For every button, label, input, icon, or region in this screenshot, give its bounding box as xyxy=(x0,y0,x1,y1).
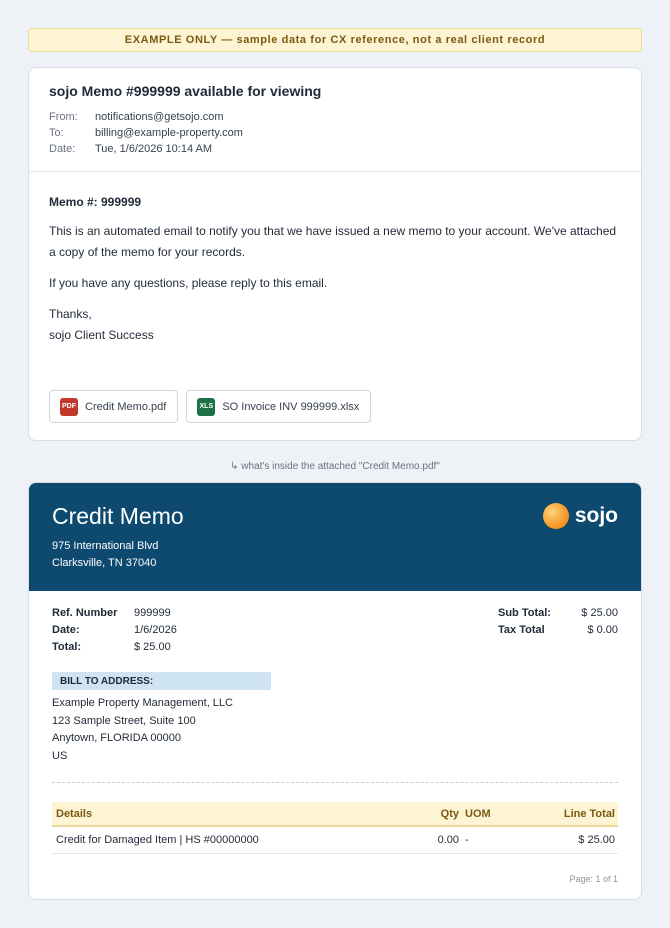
attachment-caption: ↳ what's inside the attached "Credit Memo.pdf" xyxy=(230,461,440,472)
col-line-total: Line Total xyxy=(563,807,615,820)
attachment-name: SO Invoice INV 999999.xlsx xyxy=(222,400,360,413)
total-value: $ 0.00 xyxy=(587,624,618,636)
email-to-row xyxy=(49,125,621,141)
email-paragraph-2: If you have any questions, please reply to this email. xyxy=(49,276,328,290)
to-value: billing@example-property.com xyxy=(95,127,243,139)
memo-number: Memo #: 999999 xyxy=(49,195,142,209)
email-body xyxy=(29,172,641,346)
email-signature: sojo Client Success xyxy=(49,328,154,342)
totals-block xyxy=(498,605,618,639)
email-card xyxy=(28,67,642,441)
email-subject: sojo Memo #999999 available for viewing xyxy=(49,83,322,99)
total-label: Tax Total xyxy=(498,624,545,636)
bill-to-address xyxy=(52,695,233,765)
date-value: Tue, 1/6/2026 10:14 AM xyxy=(95,143,213,155)
ref-label: Ref. Number xyxy=(52,607,118,619)
company-address-line2: Clarksville, TN 37040 xyxy=(52,557,157,569)
date-label: Date: xyxy=(49,143,76,155)
from-value: notifications@getsojo.com xyxy=(95,111,224,123)
email-signoff: Thanks, xyxy=(49,307,92,321)
email-date-row xyxy=(49,141,621,157)
reference-block xyxy=(52,605,177,656)
page-number: Page: 1 of 1 xyxy=(569,874,618,884)
total-value: $ 25.00 xyxy=(581,607,618,619)
cell-uom: - xyxy=(465,834,469,846)
email-paragraph-1: This is an automated email to notify you that we have issued a new memo to your account. We've attached a copy of the memo for your records. xyxy=(49,224,617,259)
excel-file-icon: XLS xyxy=(197,398,215,416)
bill-to-line: US xyxy=(52,749,68,762)
email-from-row xyxy=(49,109,621,125)
to-label: To: xyxy=(49,127,64,139)
bill-to-heading: BILL TO ADDRESS: xyxy=(52,672,271,690)
pdf-file-icon: PDF xyxy=(60,398,78,416)
attachment-name: Credit Memo.pdf xyxy=(85,400,167,413)
ref-value: 1/6/2026 xyxy=(134,624,177,636)
cell-details: Credit for Damaged Item | HS #00000000 xyxy=(56,834,259,846)
sojo-logo xyxy=(543,503,618,529)
total-label: Sub Total: xyxy=(498,607,551,619)
credit-memo-document xyxy=(28,482,642,900)
bill-to-line: Anytown, FLORIDA 00000 xyxy=(52,732,182,744)
col-uom: UOM xyxy=(465,807,491,820)
cell-line-total: $ 25.00 xyxy=(578,834,615,846)
bill-to-line: 123 Sample Street, Suite 100 xyxy=(52,714,196,727)
total-row xyxy=(498,605,618,622)
memo-title: Credit Memo xyxy=(52,503,184,529)
table-header xyxy=(52,802,618,827)
attachments xyxy=(49,390,371,423)
email-header xyxy=(29,68,641,172)
attachment-pdf[interactable] xyxy=(49,390,178,423)
dashed-divider xyxy=(52,782,618,783)
example-banner: EXAMPLE ONLY — sample data for CX reference, not a real client record xyxy=(28,28,642,52)
ref-value: 999999 xyxy=(134,607,171,619)
col-qty: Qty xyxy=(440,807,459,820)
memo-header xyxy=(29,483,641,591)
ref-row xyxy=(52,622,177,639)
ref-label: Date: xyxy=(52,624,80,636)
ref-row xyxy=(52,605,177,622)
logo-text: sojo xyxy=(574,504,618,527)
col-details: Details xyxy=(56,807,93,820)
ref-row xyxy=(52,639,177,656)
total-row xyxy=(498,622,618,639)
attachment-xlsx[interactable] xyxy=(186,390,371,423)
ref-label: Total: xyxy=(52,641,82,653)
from-label: From: xyxy=(49,111,78,123)
company-address-line1: 975 International Blvd xyxy=(52,540,159,552)
ref-value: $ 25.00 xyxy=(134,641,171,653)
orange-sphere-icon xyxy=(543,503,569,529)
cell-qty: 0.00 xyxy=(437,834,459,846)
bill-to-line: Example Property Management, LLC xyxy=(52,697,233,709)
table-row xyxy=(52,827,618,854)
